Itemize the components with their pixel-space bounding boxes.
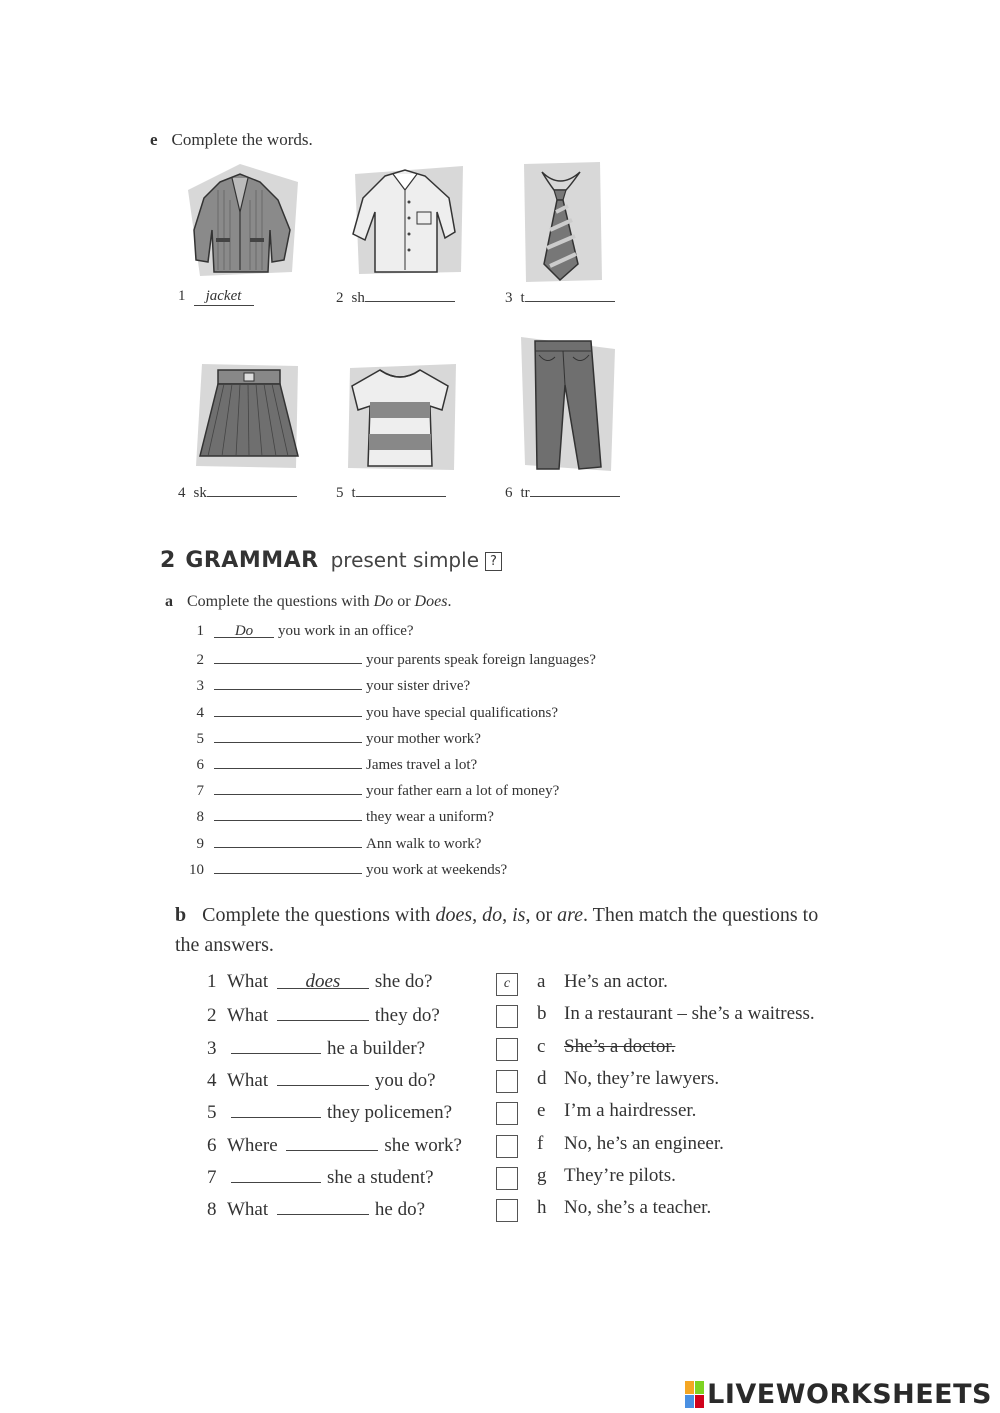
answer-text: She’s a doctor.	[564, 1035, 676, 1057]
question-row	[180, 649, 596, 669]
tie-icon	[520, 160, 605, 285]
section-letter: e	[150, 130, 158, 149]
match-answer-box[interactable]	[496, 1005, 518, 1028]
answer-letter: h	[537, 1197, 547, 1219]
match-answer-option	[537, 1197, 711, 1219]
question-row	[180, 833, 481, 853]
match-question-row	[207, 1165, 434, 1189]
match-question-answer-field[interactable]	[277, 1003, 369, 1021]
tshirt-icon	[340, 360, 460, 475]
match-answer-option	[537, 1036, 675, 1058]
match-question-word: What	[227, 1005, 269, 1027]
item-5-answer-field[interactable]	[356, 483, 446, 497]
item-1-answer-field[interactable]: jacket	[194, 288, 254, 306]
question-answer-field[interactable]: Do	[214, 623, 274, 638]
question-text: you have special qualifications?	[366, 704, 559, 721]
match-question-answer-field[interactable]	[277, 1197, 369, 1215]
match-question-number: 3	[207, 1037, 217, 1059]
match-question-number: 5	[207, 1102, 217, 1124]
match-answer-box[interactable]	[496, 1135, 518, 1158]
answer-letter: e	[537, 1100, 546, 1122]
question-number: 6	[196, 757, 204, 773]
match-question-text: you do?	[374, 1069, 436, 1091]
match-question-row	[207, 1100, 452, 1124]
skirt-icon	[190, 360, 305, 475]
match-question-text: she a student?	[327, 1166, 434, 1188]
item-1-label: 1 jacket	[178, 288, 254, 306]
match-question-text: he a builder?	[327, 1037, 426, 1059]
item-2-answer-field[interactable]	[365, 288, 455, 302]
answer-text: They’re pilots.	[564, 1164, 676, 1186]
question-number: 5	[196, 730, 204, 747]
match-answer-option	[537, 1133, 724, 1155]
item-2-label: 2 sh	[336, 288, 455, 307]
question-row	[180, 702, 558, 722]
match-question-row	[207, 1003, 440, 1027]
match-question-text: they do?	[374, 1005, 440, 1027]
question-number: 9	[196, 835, 204, 852]
match-answer-box[interactable]	[496, 1070, 518, 1093]
match-answer-box[interactable]	[496, 1102, 518, 1125]
question-text: James travel a lot?	[366, 757, 478, 773]
question-text: your parents speak foreign languages?	[366, 652, 596, 669]
item-6-label: 6 tr	[505, 483, 620, 502]
match-question-number: 2	[207, 1005, 217, 1027]
question-answer-field[interactable]	[214, 649, 362, 664]
match-answer-option	[537, 1165, 676, 1187]
question-number: 7	[196, 783, 204, 800]
answer-text: I’m a hairdresser.	[564, 1100, 697, 1122]
section-e-heading	[150, 130, 313, 150]
answer-letter: d	[537, 1067, 547, 1089]
question-number: 8	[196, 809, 204, 826]
match-answer-box[interactable]: c	[496, 973, 518, 996]
section-b-heading: b Complete the questions with does, do, is, or are. Then match the questions to the answers.	[175, 904, 819, 956]
question-text: you work in an office?	[278, 623, 414, 639]
answer-letter: b	[537, 1003, 547, 1025]
question-number: 10	[189, 861, 204, 878]
match-answer-box[interactable]	[496, 1167, 518, 1190]
logo-mark-icon	[685, 1381, 704, 1408]
question-answer-field[interactable]	[214, 702, 362, 717]
match-question-number: 7	[207, 1166, 217, 1188]
question-row	[180, 859, 507, 879]
match-question-row	[207, 1197, 425, 1221]
question-row	[180, 728, 481, 748]
jacket-icon	[180, 160, 305, 280]
item-3-label: 3 t	[505, 288, 615, 307]
match-question-word: What	[227, 1069, 269, 1091]
answer-text: He’s an actor.	[564, 971, 668, 992]
match-question-answer-field[interactable]	[231, 1036, 321, 1054]
answer-letter: g	[537, 1164, 547, 1186]
question-row	[180, 623, 414, 640]
match-question-row	[207, 1133, 462, 1157]
match-question-text: he do?	[374, 1199, 426, 1221]
match-question-answer-field[interactable]	[231, 1165, 321, 1183]
section-a-heading: a Complete the questions with Do or Does.	[165, 593, 452, 610]
match-question-answer-field[interactable]: does	[277, 971, 369, 989]
match-question-answer-field[interactable]	[231, 1100, 321, 1118]
match-question-text: they policemen?	[327, 1102, 453, 1124]
question-number: 4	[196, 704, 204, 721]
item-3-answer-field[interactable]	[525, 288, 615, 302]
answer-letter: a	[537, 971, 546, 992]
answer-letter: f	[537, 1132, 544, 1154]
item-4-answer-field[interactable]	[207, 483, 297, 497]
question-text: your mother work?	[366, 730, 481, 747]
question-text: your father earn a lot of money?	[366, 783, 560, 800]
question-answer-field[interactable]	[214, 806, 362, 821]
question-text: your sister drive?	[366, 678, 471, 695]
answer-text: In a restaurant – she’s a waitress.	[564, 1003, 815, 1025]
item-4-label: 4 sk	[178, 483, 297, 502]
answer-letter: c	[537, 1035, 546, 1057]
shirt-icon	[345, 162, 465, 282]
match-question-word: Where	[227, 1134, 278, 1156]
question-answer-field[interactable]	[214, 754, 362, 769]
match-answer-option	[537, 1100, 696, 1122]
question-row	[180, 806, 494, 826]
match-question-text: she work?	[384, 1134, 462, 1156]
match-question-row	[207, 971, 432, 993]
question-row	[180, 675, 470, 695]
question-number: 2	[196, 652, 204, 669]
question-answer-field[interactable]	[214, 859, 362, 874]
question-row	[180, 754, 477, 774]
grammar-section-title: 2 GRAMMAR present simple ?	[160, 548, 502, 573]
question-text: you work at weekends?	[366, 861, 508, 878]
match-answer-option	[537, 1068, 719, 1090]
match-question-number: 6	[207, 1134, 217, 1156]
section-instruction: Complete the words.	[171, 130, 313, 149]
match-answer-box[interactable]	[496, 1199, 518, 1222]
match-question-word: What	[227, 1199, 269, 1221]
match-question-answer-field[interactable]	[286, 1133, 378, 1151]
match-question-word: What	[227, 971, 269, 992]
question-text: Ann walk to work?	[366, 835, 482, 852]
item-6-answer-field[interactable]	[530, 483, 620, 497]
answer-text: No, she’s a teacher.	[564, 1197, 712, 1219]
answer-text: No, he’s an engineer.	[564, 1132, 724, 1154]
help-box-icon[interactable]: ?	[485, 552, 502, 571]
question-answer-field[interactable]	[214, 833, 362, 848]
match-question-text: she do?	[374, 971, 433, 992]
match-answer-box[interactable]	[496, 1038, 518, 1061]
trousers-icon	[515, 335, 620, 475]
match-question-number: 4	[207, 1069, 217, 1091]
match-question-number: 1	[207, 971, 217, 992]
match-answer-option	[537, 971, 668, 993]
question-number: 3	[196, 678, 204, 695]
match-question-row	[207, 1036, 425, 1060]
question-text: they wear a uniform?	[366, 809, 494, 826]
answer-text: No, they’re lawyers.	[564, 1067, 720, 1089]
match-question-number: 8	[207, 1199, 217, 1221]
item-5-label: 5 t	[336, 483, 446, 502]
question-answer-field[interactable]	[214, 728, 362, 743]
match-answer-option	[537, 1003, 815, 1025]
question-number: 1	[196, 623, 204, 639]
question-answer-field[interactable]	[214, 675, 362, 690]
question-answer-field[interactable]	[214, 780, 362, 795]
match-question-answer-field[interactable]	[277, 1068, 369, 1086]
question-row	[180, 780, 559, 800]
liveworksheets-logo: LIVEWORKSHEETS	[685, 1379, 992, 1410]
match-question-row	[207, 1068, 436, 1092]
